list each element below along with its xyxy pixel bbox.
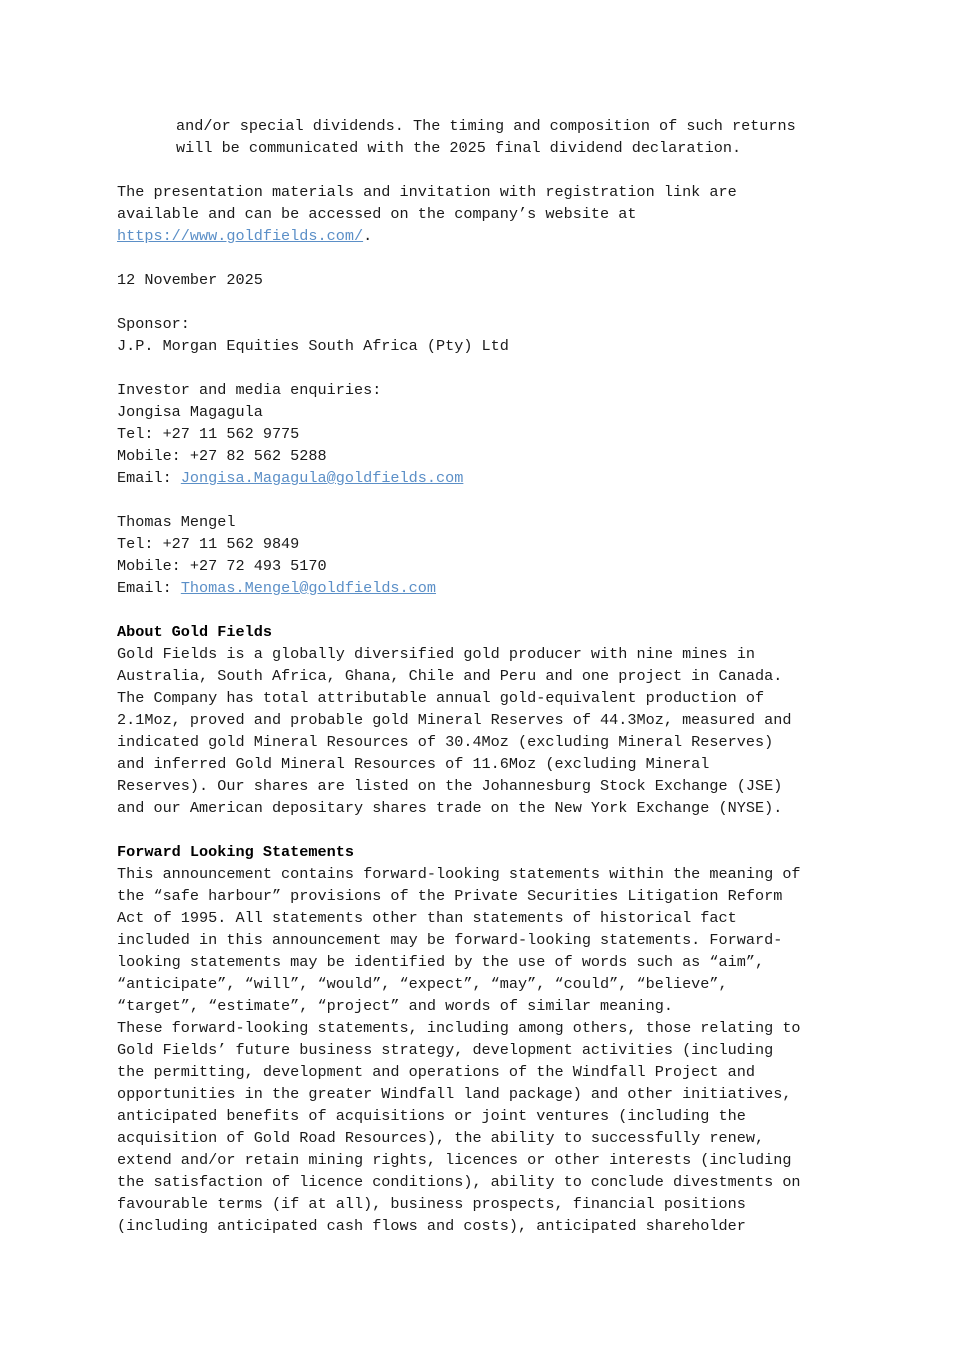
contact-email-label: Email: [117,579,181,597]
about-line: and inferred Gold Mineral Resources of 11.6Moz (excluding Mineral [117,755,710,773]
presentation-link-line [117,225,372,247]
sponsor-name: J.P. Morgan Equities South Africa (Pty) Ltd [117,337,509,355]
forward-line: anticipated benefits of acquisitions or joint ventures (including the [117,1107,746,1125]
contact-mobile: Mobile: +27 72 493 5170 [117,557,327,575]
about-heading: About Gold Fields [117,623,272,641]
contact-name: Thomas Mengel [117,513,236,531]
forward-line: Gold Fields’ future business strategy, development activities (including [117,1041,774,1059]
contact-email-link[interactable]: Thomas.Mengel@goldfields.com [180,579,437,597]
contact-mobile: Mobile: +27 82 562 5288 [117,447,327,465]
forward-line: “target”, “estimate”, “project” and words of similar meaning. [117,997,673,1015]
about-line: The Company has total attributable annual gold-equivalent production of [117,689,765,707]
forward-line: the “safe harbour” provisions of the Private Securities Litigation Reform [117,887,783,905]
intro-line-2: will be communicated with the 2025 final dividend declaration. [176,139,742,157]
forward-line: “anticipate”, “will”, “would”, “expect”, “may”, “could”, “believe”, [117,975,728,993]
forward-line: extend and/or retain mining rights, licences or other interests (including [117,1151,792,1169]
website-link[interactable]: https://www.goldfields.com/ [117,227,364,245]
contact-name: Jongisa Magagula [117,403,263,421]
about-line: Reserves). Our shares are listed on the Johannesburg Stock Exchange (JSE) [117,777,783,795]
sponsor-label: Sponsor: [117,315,190,333]
forward-line: the satisfaction of licence conditions), ability to conclude divestments on [117,1173,801,1191]
about-line: 2.1Moz, proved and probable gold Mineral Reserves of 44.3Moz, measured and [117,711,792,729]
about-line: Australia, South Africa, Ghana, Chile and Peru and one project in Canada. [117,667,783,685]
forward-line: (including anticipated cash flows and costs), anticipated shareholder [117,1217,746,1235]
announcement-date: 12 November 2025 [117,271,263,289]
about-line: indicated gold Mineral Resources of 30.4Moz (excluding Mineral Reserves) [117,733,774,751]
presentation-line-2: available and can be accessed on the company’s website at [117,205,637,223]
intro-line-1: and/or special dividends. The timing and composition of such returns [176,117,796,135]
contact-email-link[interactable]: Jongisa.Magagula@goldfields.com [180,469,464,487]
forward-line: looking statements may be identified by the use of words such as “aim”, [117,953,765,971]
presentation-line-1: The presentation materials and invitation with registration link are [117,183,737,201]
website-link-suffix: . [363,227,373,245]
contact-tel: Tel: +27 11 562 9775 [117,425,300,443]
forward-line: the permitting, development and operations of the Windfall Project and [117,1063,755,1081]
forward-line: acquisition of Gold Road Resources), the ability to successfully renew, [117,1129,765,1147]
about-line: Gold Fields is a globally diversified gold producer with nine mines in [117,645,755,663]
forward-line: These forward-looking statements, including among others, those relating to [117,1019,801,1037]
forward-line: This announcement contains forward-looking statements within the meaning of [117,865,801,883]
forward-line: favourable terms (if at all), business prospects, financial positions [117,1195,746,1213]
forward-line: opportunities in the greater Windfall land package) and other initiatives, [117,1085,792,1103]
contact-tel: Tel: +27 11 562 9849 [117,535,300,553]
forward-heading: Forward Looking Statements [117,843,354,861]
forward-line: included in this announcement may be forward-looking statements. Forward- [117,931,783,949]
contact-email-line [117,467,463,489]
contact-email-label: Email: [117,469,181,487]
forward-line: Act of 1995. All statements other than statements of historical fact [117,909,737,927]
enquiries-label: Investor and media enquiries: [117,381,382,399]
about-line: and our American depositary shares trade on the New York Exchange (NYSE). [117,799,783,817]
contact-email-line [117,577,436,599]
